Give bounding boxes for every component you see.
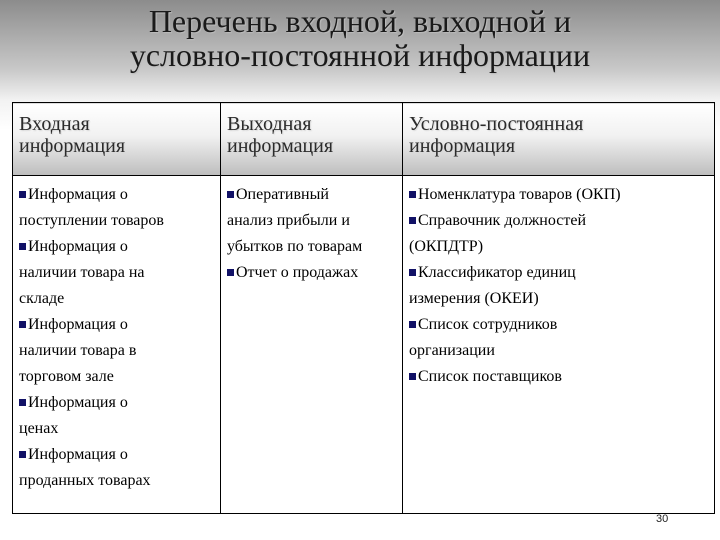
list-item-text: Справочник должностей [418, 212, 586, 229]
list-item [19, 442, 214, 468]
cell-input-info [13, 176, 221, 514]
list-item-text: Информация о [28, 238, 128, 255]
list-item [19, 390, 214, 416]
list-item [409, 260, 708, 286]
list-item-text: Информация о [28, 446, 128, 463]
information-table [12, 102, 715, 514]
list-item-text: Классификатор единиц [418, 264, 576, 281]
header-label-line-2: информация [227, 135, 334, 157]
square-bullet-icon [409, 191, 416, 198]
square-bullet-icon [227, 269, 234, 276]
list-item-text: торговом зале [19, 368, 114, 385]
list-item-text: Номенклатура товаров (ОКП) [418, 186, 621, 203]
slide-title [0, 4, 720, 72]
square-bullet-icon [409, 321, 416, 328]
list-item [19, 364, 214, 390]
list-item [409, 364, 708, 390]
list-item [409, 234, 708, 260]
list-item-text: Список сотрудников [418, 316, 558, 333]
table-header-row [13, 103, 715, 176]
list-item-text: проданных товарах [19, 472, 151, 489]
list-item-text: (ОКПДТР) [409, 238, 484, 255]
list-item [227, 260, 396, 286]
list-item-text: Информация о [28, 186, 128, 203]
header-label-line-2: информация [409, 135, 516, 157]
list-item-text: Оперативный [236, 186, 329, 203]
list-item-text: организации [409, 342, 495, 359]
header-label-line-1: Условно-постоянная [409, 113, 584, 135]
list-item [19, 338, 214, 364]
list-item-text: анализ прибыли и [227, 212, 350, 229]
slide-title-line-1: Перечень входной, выходной и [148, 3, 572, 39]
list-item [19, 208, 214, 234]
list-item-text: ценах [19, 420, 59, 437]
header-input-info [13, 103, 221, 176]
list-item [409, 182, 708, 208]
header-output-info [221, 103, 403, 176]
list-item-text: наличии товара в [19, 342, 137, 359]
list-item-text: наличии товара на [19, 264, 145, 281]
list-item-text: поступлении товаров [19, 212, 164, 229]
list-item [227, 208, 396, 234]
square-bullet-icon [19, 191, 26, 198]
list-item-text: складе [19, 290, 65, 307]
list-item-text: Список поставщиков [418, 368, 562, 385]
list-item [227, 182, 396, 208]
header-label-line-1: Выходная [227, 113, 312, 135]
list-item [409, 312, 708, 338]
cell-constant-info [403, 176, 715, 514]
square-bullet-icon [19, 321, 26, 328]
list-item-text: убытков по товарам [227, 238, 363, 255]
list-item [19, 312, 214, 338]
square-bullet-icon [19, 399, 26, 406]
header-label-line-2: информация [19, 135, 126, 157]
slide-title-line-2: условно-постоянной информации [129, 37, 591, 73]
list-item [19, 468, 214, 494]
list-item [409, 338, 708, 364]
list-item-text: измерения (ОКЕИ) [409, 290, 539, 307]
list-item [19, 234, 214, 260]
square-bullet-icon [409, 373, 416, 380]
cell-output-info [221, 176, 403, 514]
list-item-text: Информация о [28, 394, 128, 411]
page-number: 30 [656, 513, 669, 525]
list-item [19, 416, 214, 442]
list-item [19, 182, 214, 208]
header-constant-info [403, 103, 715, 176]
list-item-text: Информация о [28, 316, 128, 333]
square-bullet-icon [409, 217, 416, 224]
square-bullet-icon [19, 451, 26, 458]
table-body-row [13, 176, 715, 514]
square-bullet-icon [409, 269, 416, 276]
list-item [409, 286, 708, 312]
list-item [19, 286, 214, 312]
square-bullet-icon [19, 243, 26, 250]
list-item [19, 260, 214, 286]
square-bullet-icon [227, 191, 234, 198]
list-item-text: Отчет о продажах [236, 264, 359, 281]
list-item [227, 234, 396, 260]
header-label-line-1: Входная [19, 113, 90, 135]
list-item [409, 208, 708, 234]
